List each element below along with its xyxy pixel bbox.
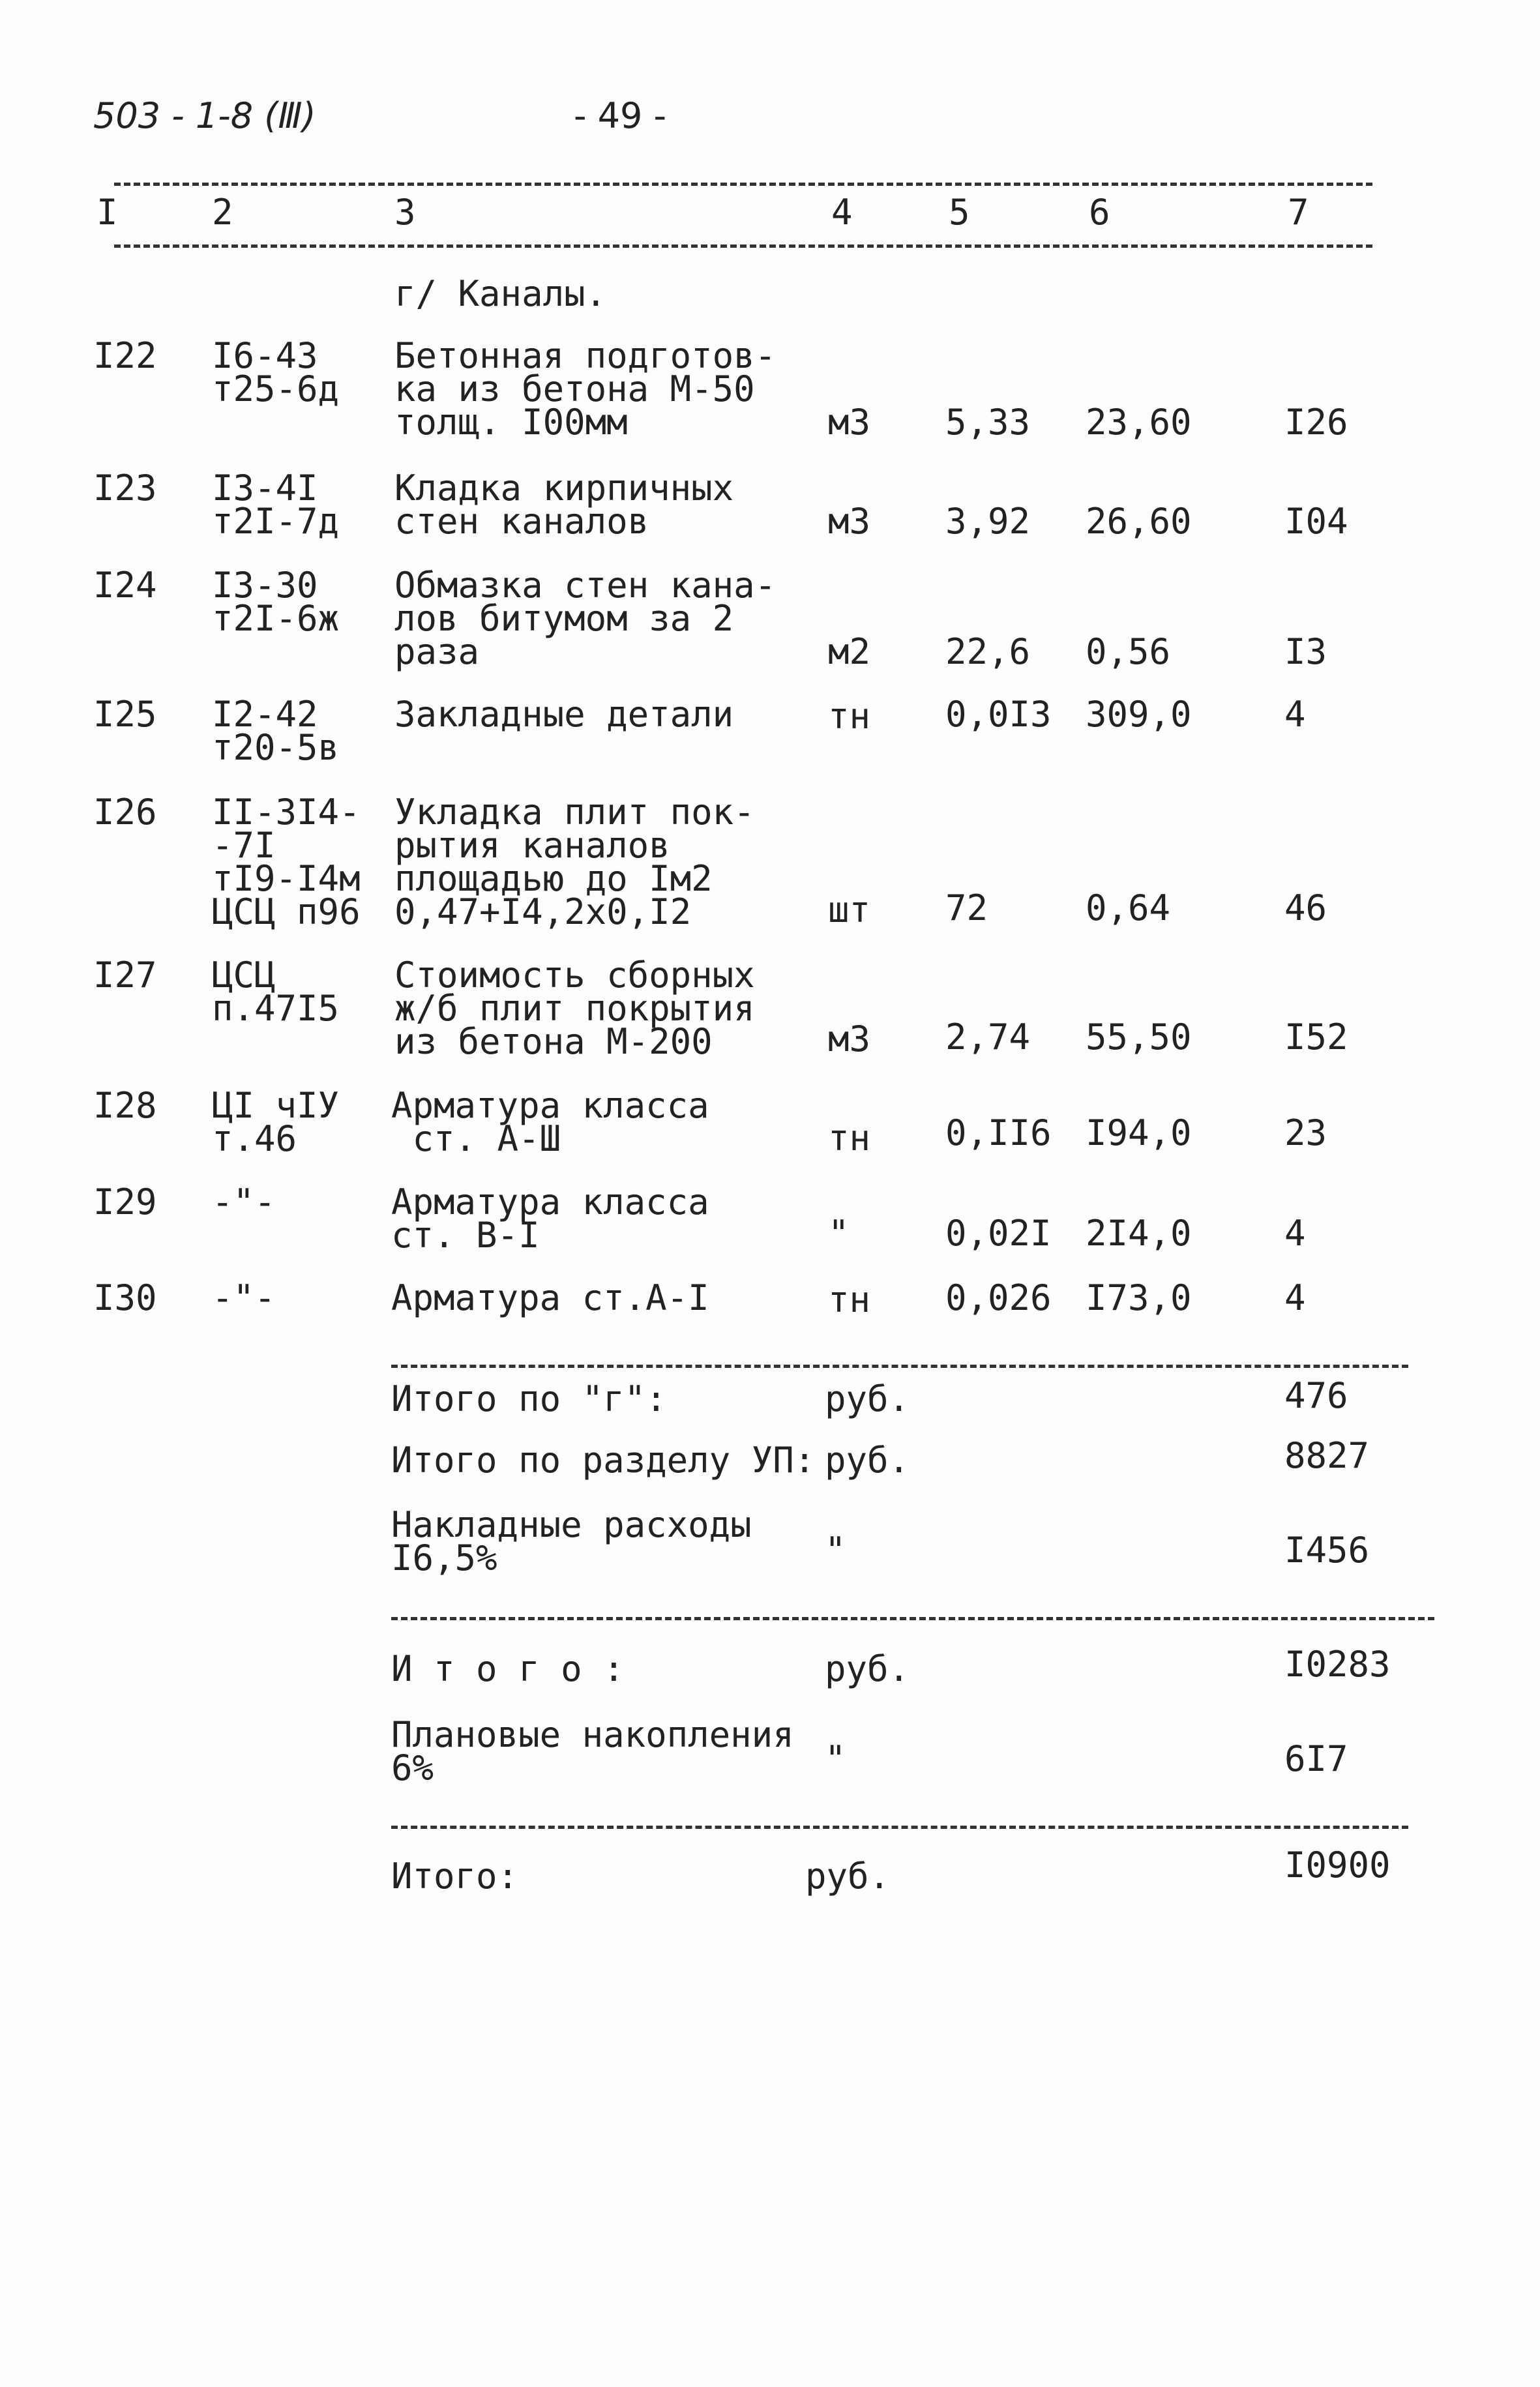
row-unit: м3 xyxy=(828,402,871,443)
total-label: Плановые накопления 6% xyxy=(391,1714,794,1788)
row-number: I26 xyxy=(93,792,157,833)
row-unit-price: 26,60 xyxy=(1086,501,1192,542)
row-code: I3-4I т2I-7д xyxy=(212,467,340,542)
total-unit: руб. xyxy=(805,1856,891,1897)
row-total: 4 xyxy=(1284,1213,1306,1254)
row-number: I30 xyxy=(93,1277,157,1318)
col-header-2: 2 xyxy=(212,192,233,233)
row-unit: тн xyxy=(828,696,871,737)
totals-rule-3 xyxy=(391,1826,1408,1829)
row-unit: " xyxy=(828,1213,850,1254)
row-quantity: 3,92 xyxy=(945,501,1031,542)
row-unit-price: 55,50 xyxy=(1086,1016,1192,1058)
totals-rule-1 xyxy=(391,1365,1408,1368)
row-unit-price: 0,64 xyxy=(1086,887,1171,928)
col-header-3: 3 xyxy=(394,192,416,233)
col-header-5: 5 xyxy=(949,192,970,233)
total-label: Итого по разделу УП: xyxy=(391,1440,816,1481)
row-description: Арматура класса ст. А-Ш xyxy=(391,1085,709,1159)
row-code: I6-43 т25-6д xyxy=(212,335,340,409)
total-value: I0900 xyxy=(1284,1845,1391,1886)
row-unit: тн xyxy=(828,1118,871,1159)
row-unit-price: 2I4,0 xyxy=(1086,1213,1192,1254)
col-header-1: I xyxy=(96,192,118,233)
row-unit: тн xyxy=(828,1279,871,1320)
row-quantity: 0,02I xyxy=(945,1213,1052,1254)
row-quantity: 22,6 xyxy=(945,631,1031,672)
row-unit-price: I94,0 xyxy=(1086,1112,1192,1153)
row-number: I28 xyxy=(93,1085,157,1126)
row-quantity: 0,026 xyxy=(945,1277,1052,1318)
row-quantity: 2,74 xyxy=(945,1016,1031,1058)
row-description: Укладка плит пок- рытия каналов площадью до Iм2 0,47+I4,2х0,I2 xyxy=(394,792,755,932)
row-unit: м3 xyxy=(828,501,871,542)
header-bottom-rule xyxy=(114,245,1372,248)
row-description: Обмазка стен кана- лов битумом за 2 раза xyxy=(394,565,777,672)
totals-rule-2 xyxy=(391,1617,1434,1620)
row-code: II-3I4- -7I тI9-I4м ЦСЦ п96 xyxy=(212,792,361,932)
total-unit: руб. xyxy=(825,1440,910,1481)
page-number: - 49 - xyxy=(574,95,667,136)
row-description: Закладные детали xyxy=(394,694,734,735)
total-value: 6I7 xyxy=(1284,1738,1348,1779)
row-description: Кладка кирпичных стен каналов xyxy=(394,467,734,542)
section-title: г/ Каналы. xyxy=(394,273,607,314)
row-description: Арматура класса ст. В-I xyxy=(391,1181,709,1256)
total-unit: " xyxy=(825,1738,846,1779)
row-total: I52 xyxy=(1284,1016,1348,1058)
row-description: Арматура ст.А-I xyxy=(391,1277,709,1318)
col-header-6: 6 xyxy=(1089,192,1110,233)
header-top-rule xyxy=(114,183,1372,186)
row-description: Стоимость сборных ж/б плит покрытия из бетона М-200 xyxy=(394,955,755,1062)
row-quantity: 5,33 xyxy=(945,402,1031,443)
row-unit-price: 309,0 xyxy=(1086,694,1192,735)
row-unit: м2 xyxy=(828,631,871,672)
total-value: 8827 xyxy=(1284,1435,1370,1476)
row-unit-price: 23,60 xyxy=(1086,402,1192,443)
total-label: Накладные расходы I6,5% xyxy=(391,1504,752,1579)
total-label: Итого: xyxy=(391,1856,519,1897)
row-number: I24 xyxy=(93,565,157,606)
row-total: 4 xyxy=(1284,1277,1306,1318)
row-code: -"- xyxy=(212,1277,276,1318)
total-unit: руб. xyxy=(825,1648,910,1689)
row-number: I22 xyxy=(93,335,157,376)
row-code: I2-42 т20-5в xyxy=(212,694,340,768)
row-number: I27 xyxy=(93,955,157,996)
total-value: I0283 xyxy=(1284,1644,1391,1685)
row-total: 4 xyxy=(1284,694,1306,735)
row-total: I04 xyxy=(1284,501,1348,542)
row-quantity: 0,0I3 xyxy=(945,694,1052,735)
total-value: 476 xyxy=(1284,1375,1348,1416)
row-unit-price: I73,0 xyxy=(1086,1277,1192,1318)
row-number: I29 xyxy=(93,1181,157,1223)
row-unit: шт xyxy=(828,889,871,930)
row-description: Бетонная подготов- ка из бетона М-50 толщ. I00мм xyxy=(394,335,777,443)
row-total: I3 xyxy=(1284,631,1327,672)
row-unit: м3 xyxy=(828,1018,871,1060)
row-unit-price: 0,56 xyxy=(1086,631,1171,672)
row-number: I25 xyxy=(93,694,157,735)
row-number: I23 xyxy=(93,467,157,509)
row-total: 46 xyxy=(1284,887,1327,928)
row-code: -"- xyxy=(212,1181,276,1223)
total-value: I456 xyxy=(1284,1530,1370,1571)
total-label: Итого по "г": xyxy=(391,1378,667,1419)
row-total: 23 xyxy=(1284,1112,1327,1153)
col-header-4: 4 xyxy=(831,192,853,233)
row-code: I3-30 т2I-6ж xyxy=(212,565,340,639)
total-unit: руб. xyxy=(825,1378,910,1419)
total-label: И т о г о : xyxy=(391,1648,625,1689)
document-code: 503 - 1-8 (Ⅲ) xyxy=(93,95,316,136)
row-quantity: 0,II6 xyxy=(945,1112,1052,1153)
row-total: I26 xyxy=(1284,402,1348,443)
row-code: ЦI чIУ т.46 xyxy=(212,1085,340,1159)
col-header-7: 7 xyxy=(1288,192,1309,233)
total-unit: " xyxy=(825,1530,846,1571)
row-code: ЦСЦ п.47I5 xyxy=(212,955,340,1029)
row-quantity: 72 xyxy=(945,887,988,928)
